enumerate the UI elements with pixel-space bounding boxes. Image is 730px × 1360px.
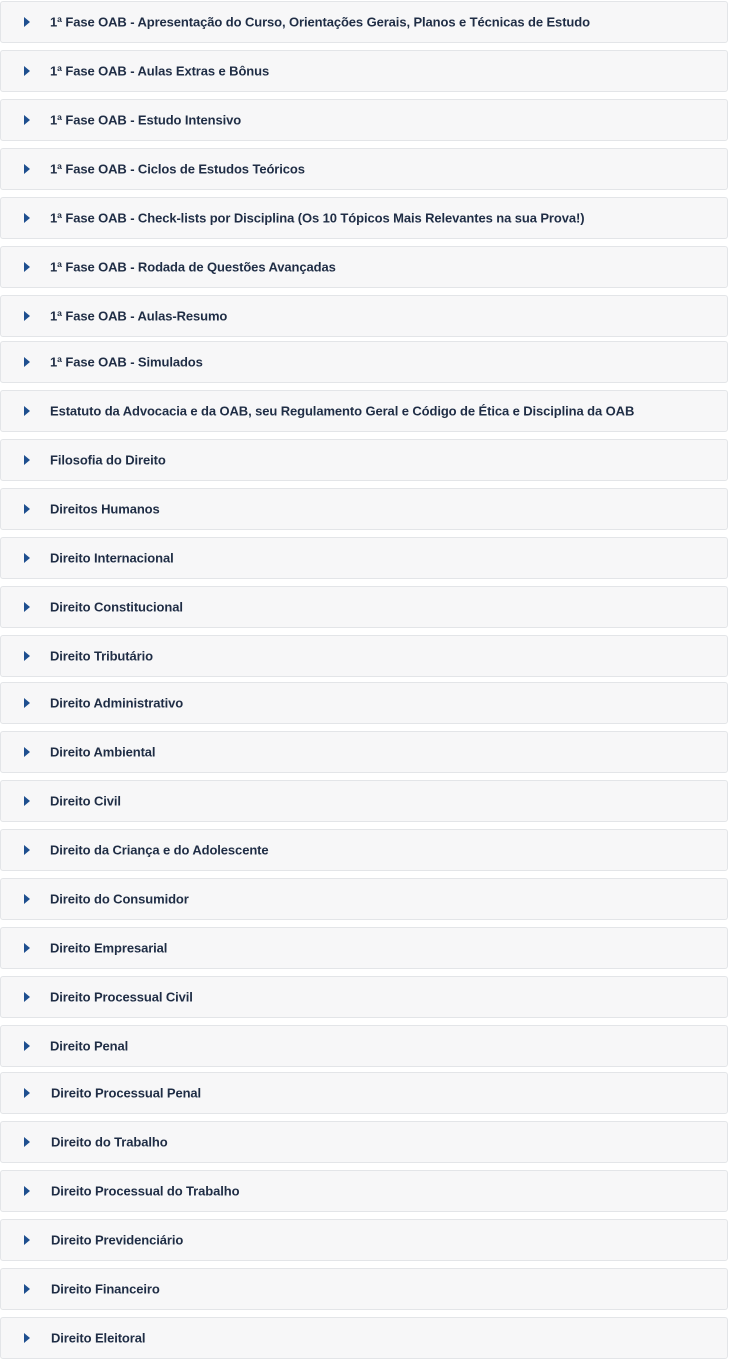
caret-right-icon	[24, 1041, 30, 1051]
caret-right-icon	[24, 1235, 30, 1245]
caret-right-icon	[24, 504, 30, 514]
accordion-item[interactable]	[0, 537, 728, 579]
caret-right-icon	[24, 1186, 30, 1196]
caret-right-icon	[24, 1137, 30, 1147]
accordion-item[interactable]	[0, 1025, 728, 1067]
caret-right-icon	[24, 311, 30, 321]
caret-right-icon	[24, 796, 30, 806]
accordion-item[interactable]	[0, 976, 728, 1018]
caret-right-icon	[24, 845, 30, 855]
accordion-item[interactable]	[0, 1268, 728, 1310]
accordion-item-label: Direito Financeiro	[51, 1281, 160, 1297]
accordion-item-label: Direito da Criança e do Adolescente	[50, 842, 269, 858]
accordion-item-label: 1ª Fase OAB - Simulados	[50, 354, 203, 370]
accordion-item-label: Direito Tributário	[50, 648, 153, 664]
accordion-item-label: Estatuto da Advocacia e da OAB, seu Regulamento Geral e Código de Ética e Disciplina da OAB	[50, 403, 635, 419]
accordion-item-label: Direito Internacional	[50, 550, 174, 566]
accordion-item[interactable]	[0, 197, 728, 239]
accordion-item[interactable]	[0, 635, 728, 677]
accordion-item-label: Direito Previdenciário	[51, 1232, 184, 1248]
caret-right-icon	[24, 1088, 30, 1098]
caret-right-icon	[24, 1333, 30, 1343]
caret-right-icon	[24, 992, 30, 1002]
accordion-item[interactable]	[0, 586, 728, 628]
accordion-item[interactable]	[0, 341, 728, 383]
caret-right-icon	[24, 747, 30, 757]
accordion-item[interactable]	[0, 780, 728, 822]
accordion-item[interactable]	[0, 878, 728, 920]
accordion-item-label: Direito Processual do Trabalho	[51, 1183, 240, 1199]
accordion-item-label: Direito Penal	[50, 1038, 129, 1054]
accordion-item-label: Direito do Trabalho	[51, 1134, 168, 1150]
accordion-item-label: Direitos Humanos	[50, 501, 160, 517]
caret-right-icon	[24, 698, 30, 708]
accordion-item[interactable]	[0, 50, 728, 92]
accordion-item[interactable]	[0, 682, 728, 724]
caret-right-icon	[24, 66, 30, 76]
accordion-item-label: 1ª Fase OAB - Aulas-Resumo	[50, 308, 228, 324]
accordion-item[interactable]	[0, 246, 728, 288]
accordion-item-label: Direito Ambiental	[50, 744, 156, 760]
caret-right-icon	[24, 262, 30, 272]
caret-right-icon	[24, 357, 30, 367]
accordion-item-label: Direito Eleitoral	[51, 1330, 146, 1346]
accordion-item-label: 1ª Fase OAB - Aulas Extras e Bônus	[50, 63, 270, 79]
accordion-item-label: Direito Administrativo	[50, 695, 184, 711]
caret-right-icon	[24, 115, 30, 125]
caret-right-icon	[24, 213, 30, 223]
caret-right-icon	[24, 1284, 30, 1294]
caret-right-icon	[24, 943, 30, 953]
accordion-item[interactable]	[0, 731, 728, 773]
caret-right-icon	[24, 894, 30, 904]
accordion-item-label: 1ª Fase OAB - Apresentação do Curso, Orientações Gerais, Planos e Técnicas de Estudo	[50, 14, 590, 30]
accordion-item[interactable]	[0, 1072, 728, 1114]
accordion-item-label: Direito Empresarial	[50, 940, 168, 956]
accordion-item[interactable]	[0, 1121, 728, 1163]
caret-right-icon	[24, 602, 30, 612]
accordion-item[interactable]	[0, 1170, 728, 1212]
caret-right-icon	[24, 553, 30, 563]
accordion-item[interactable]	[0, 927, 728, 969]
accordion-item[interactable]	[0, 295, 728, 337]
caret-right-icon	[24, 651, 30, 661]
accordion-item[interactable]	[0, 99, 728, 141]
accordion-item-label: Direito Processual Penal	[51, 1085, 202, 1101]
accordion-item[interactable]	[0, 829, 728, 871]
caret-right-icon	[24, 17, 30, 27]
accordion-item-label: 1ª Fase OAB - Ciclos de Estudos Teóricos	[50, 161, 305, 177]
accordion-item[interactable]	[0, 1, 728, 43]
accordion-item-label: Direito do Consumidor	[50, 891, 189, 907]
accordion-item[interactable]	[0, 390, 728, 432]
accordion-item-label: 1ª Fase OAB - Estudo Intensivo	[50, 112, 242, 128]
accordion-item-label: Direito Processual Civil	[50, 989, 193, 1005]
accordion-item[interactable]	[0, 1219, 728, 1261]
caret-right-icon	[24, 455, 30, 465]
caret-right-icon	[24, 164, 30, 174]
accordion-item-label: 1ª Fase OAB - Check-lists por Disciplina (Os 10 Tópicos Mais Relevantes na sua Prova!)	[50, 210, 585, 226]
accordion-item-label: Direito Constitucional	[50, 599, 183, 615]
accordion-item-label: Direito Civil	[50, 793, 121, 809]
caret-right-icon	[24, 406, 30, 416]
accordion-item[interactable]	[0, 148, 728, 190]
accordion-item-label: Filosofia do Direito	[50, 452, 166, 468]
accordion-item[interactable]	[0, 439, 728, 481]
accordion-item[interactable]	[0, 1317, 728, 1359]
accordion-item-label: 1ª Fase OAB - Rodada de Questões Avançadas	[50, 259, 336, 275]
accordion-item[interactable]	[0, 488, 728, 530]
